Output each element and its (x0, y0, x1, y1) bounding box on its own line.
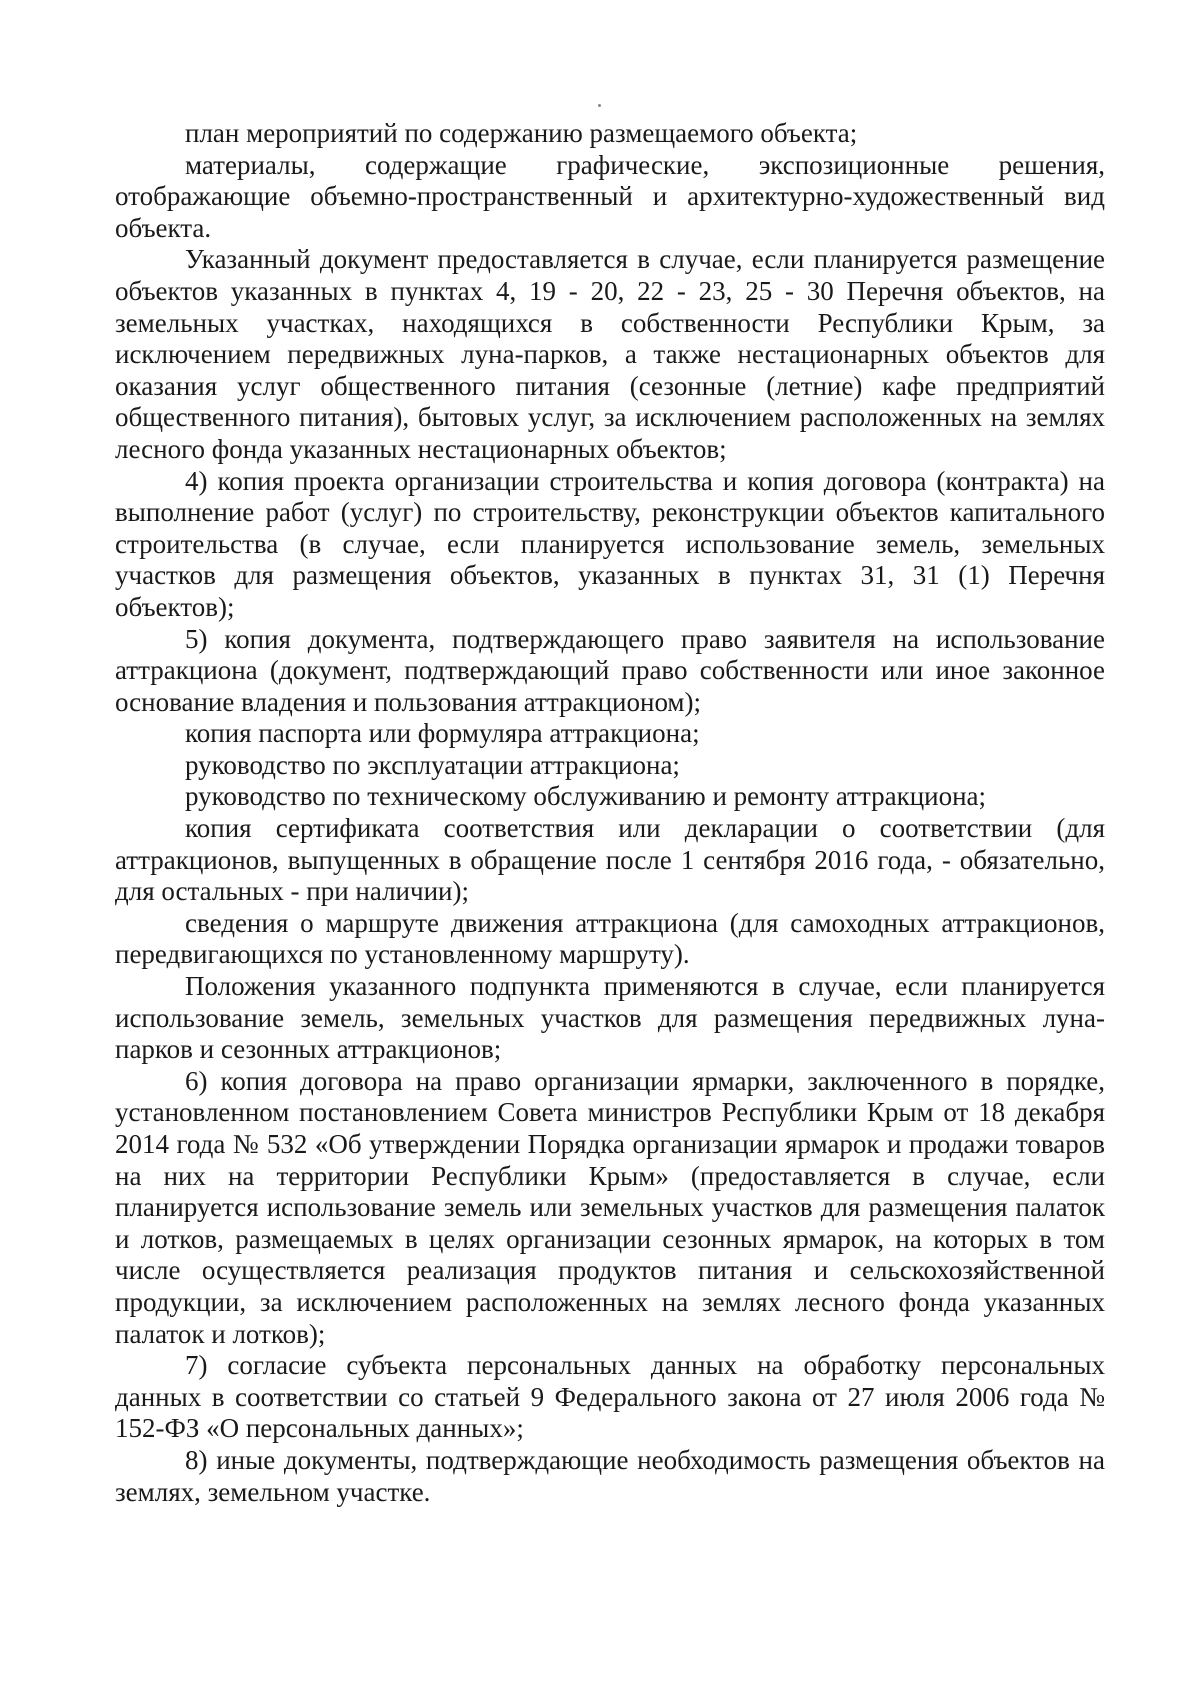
paragraph-item-5: 5) копия документа, подтверждающего право заявителя на использование аттракциона (документ, подтверждающий право собственности или иное законное основание владения и пользования аттракционом); (115, 623, 1105, 717)
paragraph-document-provided: Указанный документ предоставляется в случае, если планируется размещение объектов указанных в пунктах 4, 19 - 20, 22 - 23, 25 - 30 Перечня объектов, на земельных участках, находящихся в собственности Республики Крым, за исключением передвижных луна-парков, а также нестационарных объектов для оказания услуг общественного питания (сезонные (летние) кафе предприятий общественного питания), бытовых услуг, за исключением расположенных на землях лесного фонда указанных нестационарных объектов; (115, 244, 1105, 464)
paragraph-content-plan: план мероприятий по содержанию размещаемого объекта; (185, 118, 858, 148)
paragraph-item-4: 4) копия проекта организации строительства и копия договора (контракта) на выполнение работ (услуг) по строительству, реконструкции объектов капитального строительства (в случае, если планируется использование земель, земельных участков для размещения объектов, указанных в пунктах 31, 31 (1) Перечня объектов); (115, 465, 1105, 622)
paragraph-certificate-copy: копия сертификата соответствия или декларации о соответствии (для аттракционов, выпущенных в обращение после 1 сентября 2016 года, - обязательно, для остальных - при наличии); (115, 813, 1105, 907)
scan-speck (598, 104, 601, 107)
paragraph-item-8: 8) иные документы, подтверждающие необходимость размещения объектов на землях, земельном участке. (115, 1444, 1105, 1507)
paragraph-item-7: 7) согласие субъекта персональных данных на обработку персональных данных в соответствии со статьей 9 Федерального закона от 27 июля 2006 года № 152-ФЗ «О персональных данных»; (115, 1350, 1105, 1444)
paragraph-passport-copy: копия паспорта или формуляра аттракциона; (185, 718, 700, 749)
paragraph-subitem-provisions: Положения указанного подпункта применяются в случае, если планируется использование земель, земельных участков для размещения передвижных луна-парков и сезонных аттракционов; (115, 971, 1105, 1065)
paragraph-maintenance-manual: руководство по техническому обслуживанию и ремонту аттракциона; (185, 781, 987, 812)
paragraph-materials: материалы, содержащие графические, экспозиционные решения, отображающие объемно-пространственный и архитектурно-художественный вид объекта. (115, 149, 1105, 243)
document-page (115, 118, 1105, 1508)
paragraph-operation-manual: руководство по эксплуатации аттракциона; (185, 749, 680, 780)
paragraph-route-info: сведения о маршруте движения аттракциона (для самоходных аттракционов, передвигающихся по установленному маршруту). (115, 907, 1105, 970)
paragraph-item-6: 6) копия договора на право организации ярмарки, заключенного в порядке, установленном постановлением Совета министров Республики Крым от 18 декабря 2014 года № 532 «Об утверждении Порядка организации ярмарок и продажи товаров на них на территории Республики Крым» (предоставляется в случае, если планируется использование земель или земельных участков для размещения палаток и лотков, размещаемых в целях организации сезонных ярмарок, на которых в том числе осуществляется реализация продуктов питания и сельскохозяйственной продукции, за исключением расположенных на землях лесного фонда указанных палаток и лотков); (115, 1065, 1105, 1349)
